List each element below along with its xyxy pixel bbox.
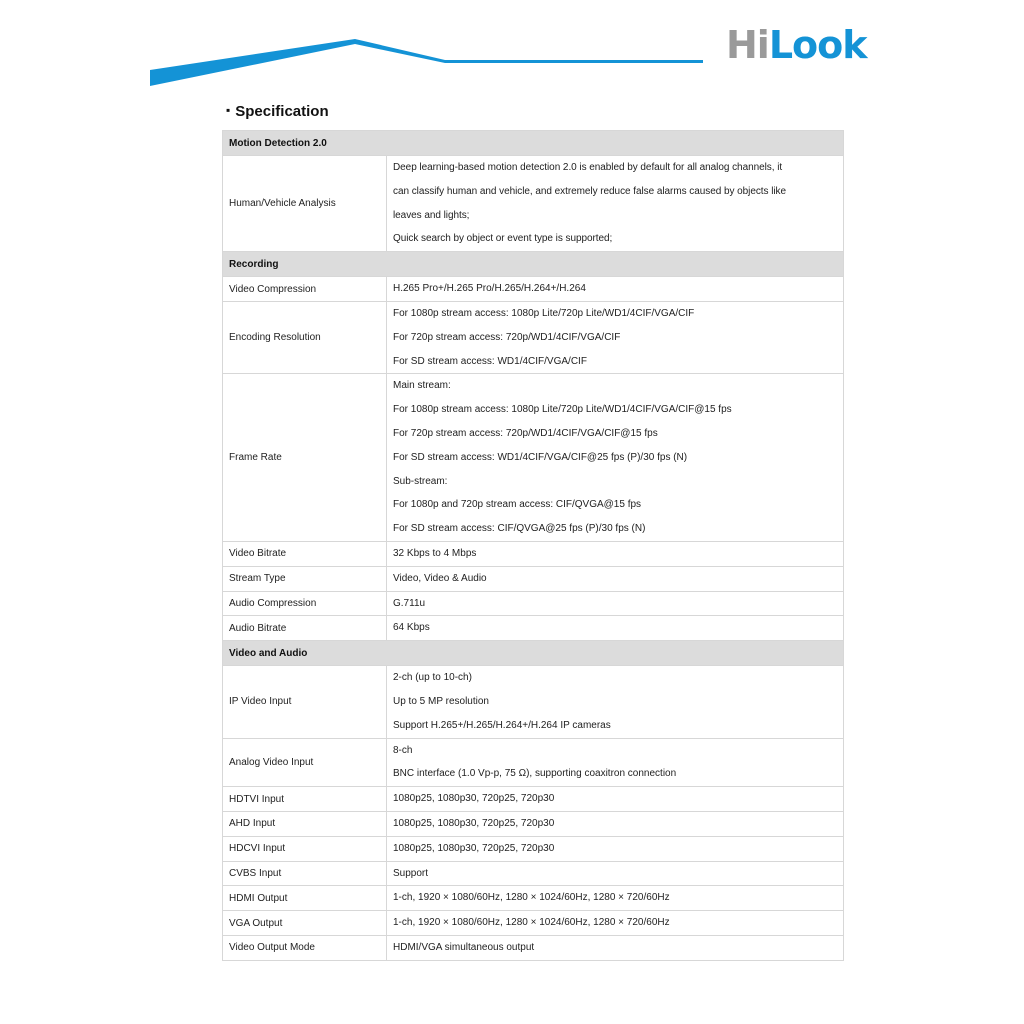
table-row <box>223 738 844 787</box>
brand-logo <box>726 23 867 67</box>
spec-value <box>387 911 844 936</box>
spec-value <box>387 156 844 252</box>
spec-value-line: 1080p25, 1080p30, 720p25, 720p30 <box>393 842 555 854</box>
spec-value <box>387 591 844 616</box>
table-row <box>223 616 844 641</box>
spec-label: HDCVI Input <box>223 836 387 861</box>
spec-label: Video Output Mode <box>223 935 387 960</box>
spec-value-line: For 720p stream access: 720p/WD1/4CIF/VGA/CIF <box>393 331 621 343</box>
spec-value-line: For 1080p stream access: 1080p Lite/720p Lite/WD1/4CIF/VGA/CIF <box>393 307 695 319</box>
spec-label: Audio Compression <box>223 591 387 616</box>
header-swoosh-graphic <box>0 0 1024 100</box>
spec-value-line: Support <box>393 867 429 879</box>
spec-value-line: Quick search by object or event type is supported; <box>393 233 613 245</box>
spec-value-line: BNC interface (1.0 Vp-p, 75 Ω), supporting coaxitron connection <box>393 768 677 780</box>
spec-value <box>387 616 844 641</box>
spec-value-line: For SD stream access: WD1/4CIF/VGA/CIF <box>393 355 587 367</box>
spec-label: Analog Video Input <box>223 738 387 787</box>
spec-value-line: Support H.265+/H.265/H.264+/H.264 IP cameras <box>393 719 611 731</box>
spec-label: Stream Type <box>223 566 387 591</box>
spec-value <box>387 787 844 812</box>
spec-label: Encoding Resolution <box>223 301 387 373</box>
spec-value-line: Up to 5 MP resolution <box>393 695 489 707</box>
spec-label: HDMI Output <box>223 886 387 911</box>
spec-value <box>387 861 844 886</box>
spec-value-line: Main stream: <box>393 380 451 392</box>
spec-value-line: For SD stream access: CIF/QVGA@25 fps (P)/30 fps (N) <box>393 523 646 535</box>
spec-label: CVBS Input <box>223 861 387 886</box>
spec-value-line: 64 Kbps <box>393 622 430 634</box>
spec-value-line: 8-ch <box>393 744 413 756</box>
table-row <box>223 566 844 591</box>
spec-value-line: 1-ch, 1920 × 1080/60Hz, 1280 × 1024/60Hz, 1280 × 720/60Hz <box>393 892 670 904</box>
table-row <box>223 301 844 373</box>
group-header-row <box>223 252 844 277</box>
spec-label: Human/Vehicle Analysis <box>223 156 387 252</box>
spec-value <box>387 301 844 373</box>
spec-value <box>387 541 844 566</box>
spec-value-line: For 1080p stream access: 1080p Lite/720p Lite/WD1/4CIF/VGA/CIF@15 fps <box>393 404 732 416</box>
spec-value-line: For SD stream access: WD1/4CIF/VGA/CIF@25 fps (P)/30 fps (N) <box>393 451 688 463</box>
spec-value-line: G.711u <box>393 597 426 609</box>
spec-value <box>387 836 844 861</box>
spec-value <box>387 666 844 738</box>
spec-value <box>387 935 844 960</box>
spec-label: IP Video Input <box>223 666 387 738</box>
spec-value-line: Sub-stream: <box>393 475 448 487</box>
table-row <box>223 935 844 960</box>
spec-value-line: Video, Video & Audio <box>393 572 487 584</box>
spec-value <box>387 886 844 911</box>
spec-label: Video Compression <box>223 277 387 302</box>
section-title <box>226 103 329 120</box>
spec-value-line: can classify human and vehicle, and extremely reduce false alarms caused by objects like <box>393 185 787 197</box>
table-row <box>223 911 844 936</box>
brand-logo-part-hi: Hi <box>726 23 769 67</box>
spec-label: AHD Input <box>223 811 387 836</box>
spec-value-line: 1-ch, 1920 × 1080/60Hz, 1280 × 1024/60Hz, 1280 × 720/60Hz <box>393 917 670 929</box>
spec-label: HDTVI Input <box>223 787 387 812</box>
spec-label: Video Bitrate <box>223 541 387 566</box>
spec-value <box>387 811 844 836</box>
brand-logo-part-look: Look <box>768 23 867 67</box>
specification-table <box>222 130 844 961</box>
spec-label: VGA Output <box>223 911 387 936</box>
group-title: Motion Detection 2.0 <box>223 131 844 156</box>
spec-value-line: HDMI/VGA simultaneous output <box>393 941 535 953</box>
group-title: Recording <box>223 252 844 277</box>
table-row <box>223 591 844 616</box>
table-row <box>223 277 844 302</box>
table-row <box>223 374 844 542</box>
group-header-row <box>223 131 844 156</box>
spec-value-line: H.265 Pro+/H.265 Pro/H.265/H.264+/H.264 <box>393 283 586 295</box>
spec-value-line: 1080p25, 1080p30, 720p25, 720p30 <box>393 793 555 805</box>
spec-value <box>387 374 844 542</box>
section-title-text: Specification <box>235 103 329 120</box>
spec-value <box>387 566 844 591</box>
table-row <box>223 836 844 861</box>
specification-table-body <box>223 131 844 961</box>
table-row <box>223 156 844 252</box>
table-row <box>223 811 844 836</box>
table-row <box>223 886 844 911</box>
spec-value-line: For 720p stream access: 720p/WD1/4CIF/VGA/CIF@15 fps <box>393 427 658 439</box>
spec-value-line: For 1080p and 720p stream access: CIF/QVGA@15 fps <box>393 499 642 511</box>
spec-value-line: 1080p25, 1080p30, 720p25, 720p30 <box>393 817 555 829</box>
spec-value-line: leaves and lights; <box>393 209 470 221</box>
spec-value-line: 2-ch (up to 10-ch) <box>393 672 472 684</box>
bullet-icon: ▪ <box>226 103 231 117</box>
table-row <box>223 787 844 812</box>
spec-value-line: 32 Kbps to 4 Mbps <box>393 547 477 559</box>
table-row <box>223 666 844 738</box>
spec-value <box>387 738 844 787</box>
spec-value-line: Deep learning-based motion detection 2.0 is enabled by default for all analog channels, it <box>393 162 783 173</box>
table-row <box>223 541 844 566</box>
group-title: Video and Audio <box>223 641 844 666</box>
spec-label: Audio Bitrate <box>223 616 387 641</box>
table-row <box>223 861 844 886</box>
group-header-row <box>223 641 844 666</box>
spec-value <box>387 277 844 302</box>
spec-label: Frame Rate <box>223 374 387 542</box>
